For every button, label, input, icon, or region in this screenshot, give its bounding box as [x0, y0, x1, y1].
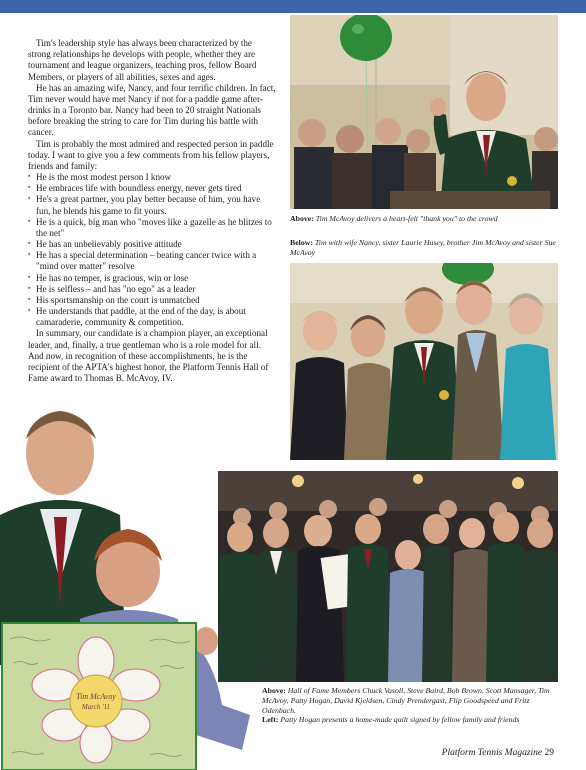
photo-quilt-illustration — [0, 405, 255, 770]
comment-item: ▪ He has an unbelievably positive attitude — [28, 239, 276, 250]
article-paragraph: He has an amazing wife, Nancy, and four terrific children. In fact, Tim never would have met Nancy if not for a paddle game after-drinks in a Toronto bar. Nancy had been to 20 straight Nationals before breaking the string to care for Tim during his battle with cancer. — [28, 82, 276, 138]
quilt-date-text: March '11 — [81, 703, 111, 711]
photo-quilt-presentation — [0, 405, 255, 770]
caption-label: Above: — [290, 214, 314, 223]
caption-text: Patty Hogan presents a home-made quilt signed by fellow family and friends — [280, 715, 520, 724]
comment-item: ▪ He is selfless – and has "no ego" as a leader — [28, 284, 276, 295]
photo-hall-of-fame-group — [218, 471, 558, 682]
caption-label: Left: — [262, 715, 279, 724]
comment-item: ▪ He is a quick, big man who "moves like a gazelle as he blitzes to the net" — [28, 217, 276, 239]
caption-below — [290, 238, 560, 258]
quilt-name-text: Tim McAvoy — [76, 692, 116, 701]
comment-item: ▪ He embraces life with boundless energy, never gets tired — [28, 183, 276, 194]
page-number: 29 — [544, 748, 554, 758]
photo-speech-illustration — [290, 15, 558, 209]
comment-item: ▪ He has no temper, is gracious, win or lose — [28, 273, 276, 284]
photo-family — [290, 263, 558, 460]
caption-left — [262, 715, 562, 725]
top-color-bar — [0, 0, 586, 13]
article-paragraph: Tim's leadership style has always been characterized by the strong relationships he develops with people, whether they are tournament and league organizers, teaching pros, fellow Board Members, or players of all abilities, sexes and ages. — [28, 38, 257, 82]
caption-hall-of-fame — [262, 686, 562, 716]
comment-item: ▪ His sportsmanship on the court is unmatched — [28, 295, 276, 306]
comment-item: ▪ He is the most modest person I know — [28, 172, 276, 183]
comment-item: ▪ He has a special determination – beating cancer twice with a "mind over matter" resolve — [28, 250, 276, 272]
article-paragraph: Tim is probably the most admired and respected person in paddle today. I want to give you a few comments from his fellow players, friends and family: — [28, 138, 274, 171]
magazine-name: Platform Tennis Magazine — [441, 748, 543, 758]
comment-item: ▪ He understands that paddle, at the end of the day, is about camaraderie, community & competition. — [28, 306, 276, 328]
comment-item: ▪ He's a great partner, you play better because of him, you have fun, he blends his game to fit yours. — [28, 194, 276, 216]
comments-list — [28, 172, 276, 328]
photo-speech — [290, 15, 558, 209]
photo-family-illustration — [290, 263, 558, 460]
caption-text: Tim with wife Nancy, sister Laurie Husey, brother Jim McAvoy and sister Sue McAvoy — [290, 238, 556, 257]
caption-label: Below: — [290, 238, 313, 247]
caption-label: Above: — [262, 686, 286, 695]
caption-text: Hall of Fame Members Chuck Vasoll, Steve Baird, Bob Brown, Scott Mansager, Tim McAvoy, Patty Hogan, David Kjeldsen, Cindy Prendergast, Flip Goodspeed and Fritz Odenbach. — [262, 686, 550, 715]
photo-hof-illustration — [218, 471, 558, 682]
caption-text: Tim McAvoy delivers a heart-felt "thank you" to the crowd — [315, 214, 498, 223]
article-paragraph: In summary, our candidate is a champion player, an exceptional leader, and, finally, a true gentleman who is a role model for all. And now, in recognition of these accomplishments, he is the recipient of the APTA's highest honor, the Platform Tennis Hall of Fame award to Thomas B. McAvoy, IV. — [28, 328, 269, 384]
article-column — [28, 38, 276, 384]
caption-above — [290, 214, 560, 224]
page-footer — [442, 748, 554, 758]
